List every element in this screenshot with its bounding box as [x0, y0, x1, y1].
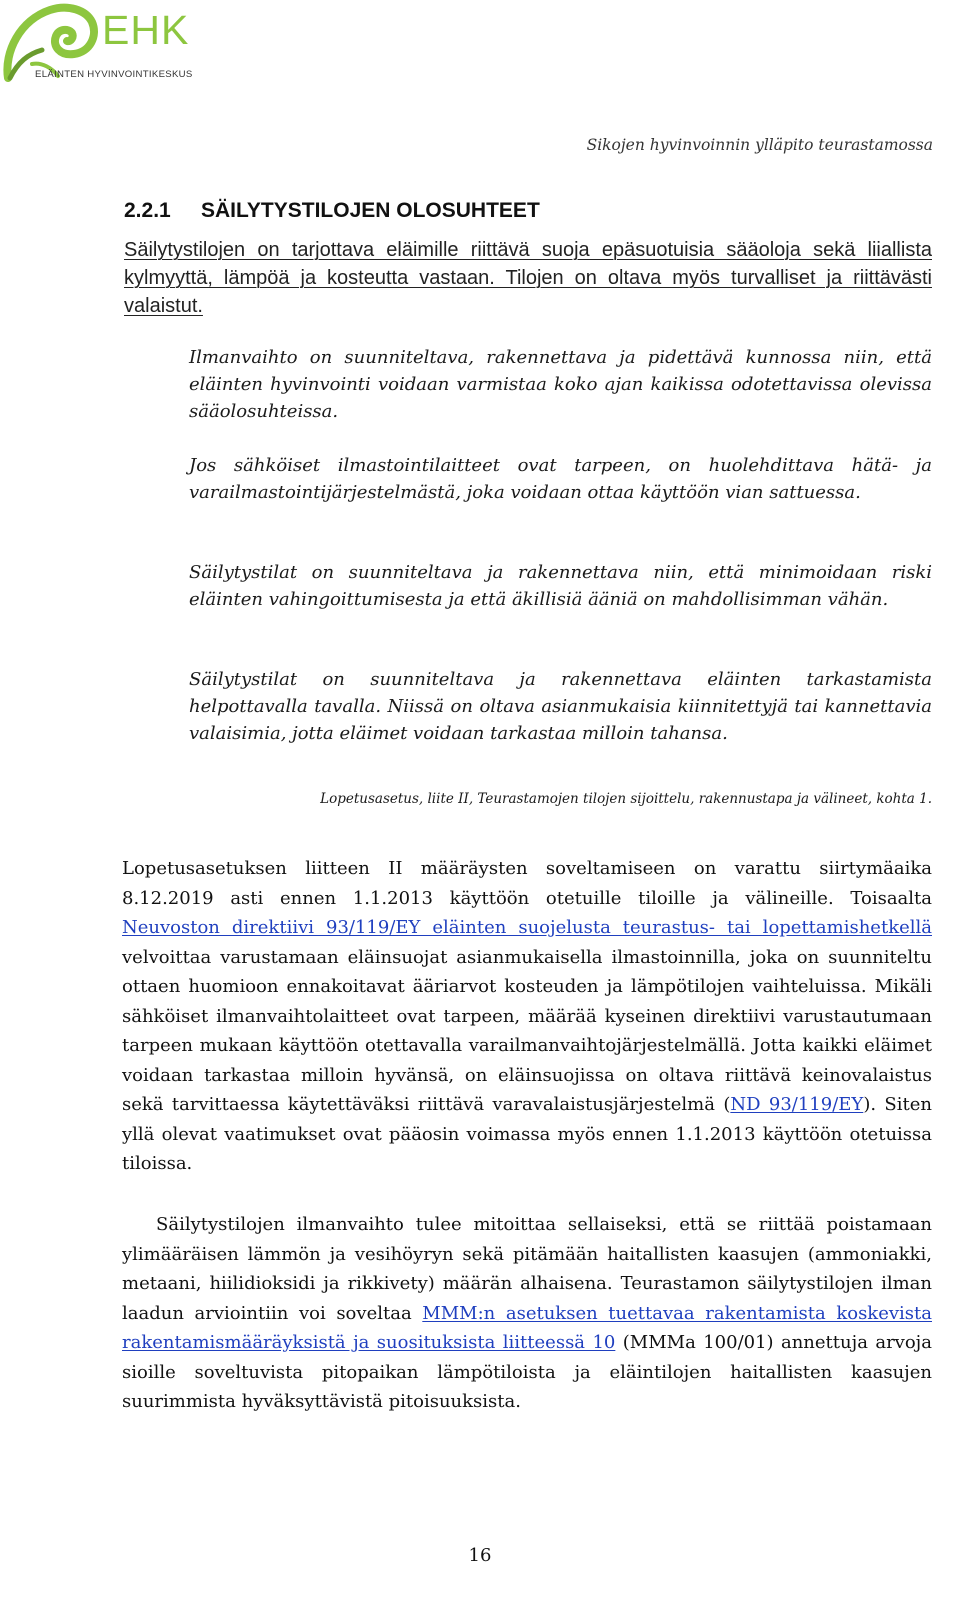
ehk-logo — [2, 2, 232, 82]
quote-paragraph: Säilytystilat on suunniteltava ja rakennettava niin, että minimoidaan riski eläinten vahingoittumisesta ja että äkillisiä ääniä on mahdollisimman vähän. — [189, 562, 932, 610]
page-number: 16 — [468, 1545, 492, 1566]
section-intro: Säilytystilojen on tarjottava eläimille riittävä suoja epäsuotuisia sääoloja sekä liiallista kylmyyttä, lämpöä ja kosteutta vastaan. Tilojen on oltava myös turvalliset ja riittävästi valaistut. — [124, 239, 932, 317]
logo-subtitle: ELÄINTEN HYVINVOINTIKESKUS — [35, 69, 193, 80]
section-title: SÄILYTYSTILOJEN OLOSUHTEET — [201, 199, 540, 222]
paragraph-text: (MMMa 100/01) annettuja arvoja sioille soveltuvista pitopaikan lämpötiloista ja eläintilojen haitallisten kaasujen suurimmista hyväksyttävistä pitoisuuksista. — [122, 1332, 932, 1412]
paragraph-text: Lopetusasetuksen liitteen II määräysten soveltamiseen on varattu siirtymäaika 8.12.2019 asti ennen 1.1.2013 käyttöön otetuille tiloille ja välineille. Toisaalta — [122, 858, 932, 909]
section-number: 2.2.1 — [124, 199, 171, 222]
quote-citation: Lopetusasetus, liite II, Teurastamojen tilojen sijoittelu, rakennustapa ja välineet, kohta 1. — [320, 791, 932, 807]
running-title: Sikojen hyvinvoinnin ylläpito teurastamossa — [586, 136, 933, 154]
body-paragraph-2 — [122, 1210, 932, 1417]
mmm-regulation-link[interactable]: MMM:n asetuksen tuettavaa rakentamista koskevista rakentamismääräyksistä ja suosituksista liitteessä 10 — [122, 1302, 932, 1353]
section-heading — [124, 199, 540, 223]
nd-directive-link[interactable]: ND 93/119/EY — [730, 1094, 864, 1115]
paragraph-text: velvoittaa varustamaan eläinsuojat asianmukaisella ilmastoinnilla, joka on suunniteltu ottaen huomioon ennakoitavat ääriarvot kosteuden ja lämpötilojen vaihteluissa. Mikäli sähköiset ilmanvaihtolaitteet ovat tarpeen, määrää kyseinen direktiivi varustautumaan tarpeen mukaan käyttöön otettavalla varailmanvaihtojärjestelmällä. Jotta kaikki eläimet voidaan tarkastaa milloin hyvänsä, on eläinsuojissa on oltava riittävä keinovalaistus sekä tarvittaessa käytettäväksi riittävä varavalaistusjärjestelmä ( — [122, 946, 932, 1115]
paragraph-text: Säilytystilojen ilmanvaihto tulee mitoittaa sellaiseksi, että se riittää poistamaan ylimääräisen lämmön ja vesihöyryn sekä pitämään haitallisten kaasujen (ammoniakki, metaani, hiilidioksidi ja rikkivety) määrän alhaisena. Teurastamon säilytystilojen ilman laadun arviointiin voi soveltaa — [122, 1214, 932, 1324]
logo-wordmark: EHK — [102, 7, 190, 53]
quote-paragraph: Säilytystilat on suunniteltava ja rakennettava eläinten tarkastamista helpottavalla tavalla. Niissä on oltava asianmukaisia kiinnitettyjä tai kannettavia valaisimia, jotta eläimet voidaan tarkastaa milloin tahansa. — [189, 669, 932, 744]
quote-paragraph: Ilmanvaihto on suunniteltava, rakennettava ja pidettävä kunnossa niin, että eläinten hyvinvointi voidaan varmistaa koko ajan kaikissa odotettavissa olevissa sääolosuhteissa. — [189, 347, 932, 422]
directive-link[interactable]: Neuvoston direktiivi 93/119/EY eläinten suojelusta teurastus- tai lopettamishetkellä — [122, 917, 932, 938]
paragraph-text: ). Siten yllä olevat vaatimukset ovat pääosin voimassa myös ennen 1.1.2013 käyttöön otetuissa tiloissa. — [122, 1094, 932, 1174]
body-paragraph-1 — [122, 854, 932, 1179]
quote-paragraph: Jos sähköiset ilmastointilaitteet ovat tarpeen, on huolehdittava hätä- ja varailmastointijärjestelmästä, joka voidaan ottaa käyttöön vian sattuessa. — [189, 455, 932, 503]
